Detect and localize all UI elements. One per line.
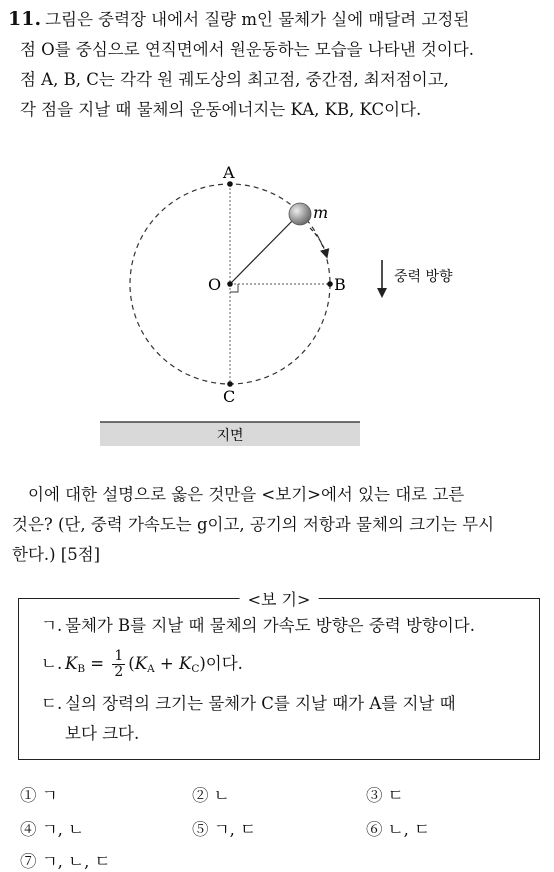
motion-direction-arrow bbox=[310, 228, 326, 254]
point-b-dot bbox=[327, 281, 333, 287]
choice-3[interactable]: ③ ㄷ bbox=[366, 786, 404, 805]
ball-object bbox=[289, 203, 311, 225]
choice-6[interactable]: ⑥ ㄴ, ㄷ bbox=[366, 820, 431, 839]
point-c-dot bbox=[227, 381, 233, 387]
ground-label: 지면 bbox=[216, 428, 244, 444]
choice-1[interactable]: ① ㄱ bbox=[20, 786, 58, 805]
question-number: 11. bbox=[8, 8, 42, 30]
label-b: B bbox=[334, 275, 346, 294]
statement-3-cont: 보다 크다. bbox=[65, 724, 140, 743]
choice-4[interactable]: ④ ㄱ, ㄴ bbox=[20, 820, 85, 839]
label-a: A bbox=[223, 163, 235, 182]
figure-svg bbox=[0, 150, 554, 450]
label-o: O bbox=[208, 275, 222, 294]
question-line-3: 점 A, B, C는 각각 원 궤도상의 최고점, 중간점, 최저점이고, bbox=[20, 70, 449, 89]
choice-2[interactable]: ② ㄴ bbox=[192, 786, 230, 805]
fraction-one-half: $\frac{1}{2}$ bbox=[114, 648, 124, 680]
question-line-4: 각 점을 지날 때 물체의 운동에너지는 KA, KB, KC이다. bbox=[20, 100, 422, 119]
circular-motion-figure bbox=[0, 150, 554, 450]
label-m: m bbox=[313, 203, 329, 222]
question-text bbox=[8, 4, 548, 125]
gravity-arrow-icon bbox=[377, 288, 387, 298]
question-prompt bbox=[12, 480, 544, 570]
question-line-1: 11. 그림은 중력장 내에서 질량 m인 물체가 실에 매달려 고정된 bbox=[8, 8, 470, 30]
choice-5[interactable]: ⑤ ㄱ, ㄷ bbox=[192, 820, 257, 839]
label-c: C bbox=[223, 387, 236, 406]
prompt-line-1: 이에 대한 설명으로 옳은 것만을 <보기>에서 있는 대로 고른 bbox=[28, 485, 465, 504]
point-a-dot bbox=[227, 181, 233, 187]
question-line-2: 점 O를 중심으로 연직면에서 원운동하는 모습을 나타낸 것이다. bbox=[20, 40, 474, 59]
prompt-line-3: 한다.) [5점] bbox=[12, 545, 101, 564]
choice-7[interactable]: ⑦ ㄱ, ㄴ, ㄷ bbox=[20, 852, 111, 871]
prompt-line-2: 것은? (단, 중력 가속도는 g이고, 공기의 저항과 물체의 크기는 무시 bbox=[12, 515, 495, 534]
statement-2: ㄴ. $K_B$ = $\frac{1}{2}$ $(K_A + K_C)$이다. bbox=[41, 648, 243, 680]
statement-1: ㄱ. 물체가 B를 지날 때 물체의 가속도 방향은 중력 방향이다. bbox=[41, 616, 475, 635]
gravity-label: 중력 방향 bbox=[394, 269, 453, 285]
point-o-dot bbox=[227, 281, 233, 287]
bogi-box bbox=[18, 590, 540, 760]
bogi-title: <보 기> bbox=[240, 587, 319, 610]
string-line bbox=[230, 214, 299, 284]
statement-3: ㄷ. 실의 장력의 크기는 물체가 C를 지날 때가 A를 지날 때 bbox=[41, 694, 456, 713]
